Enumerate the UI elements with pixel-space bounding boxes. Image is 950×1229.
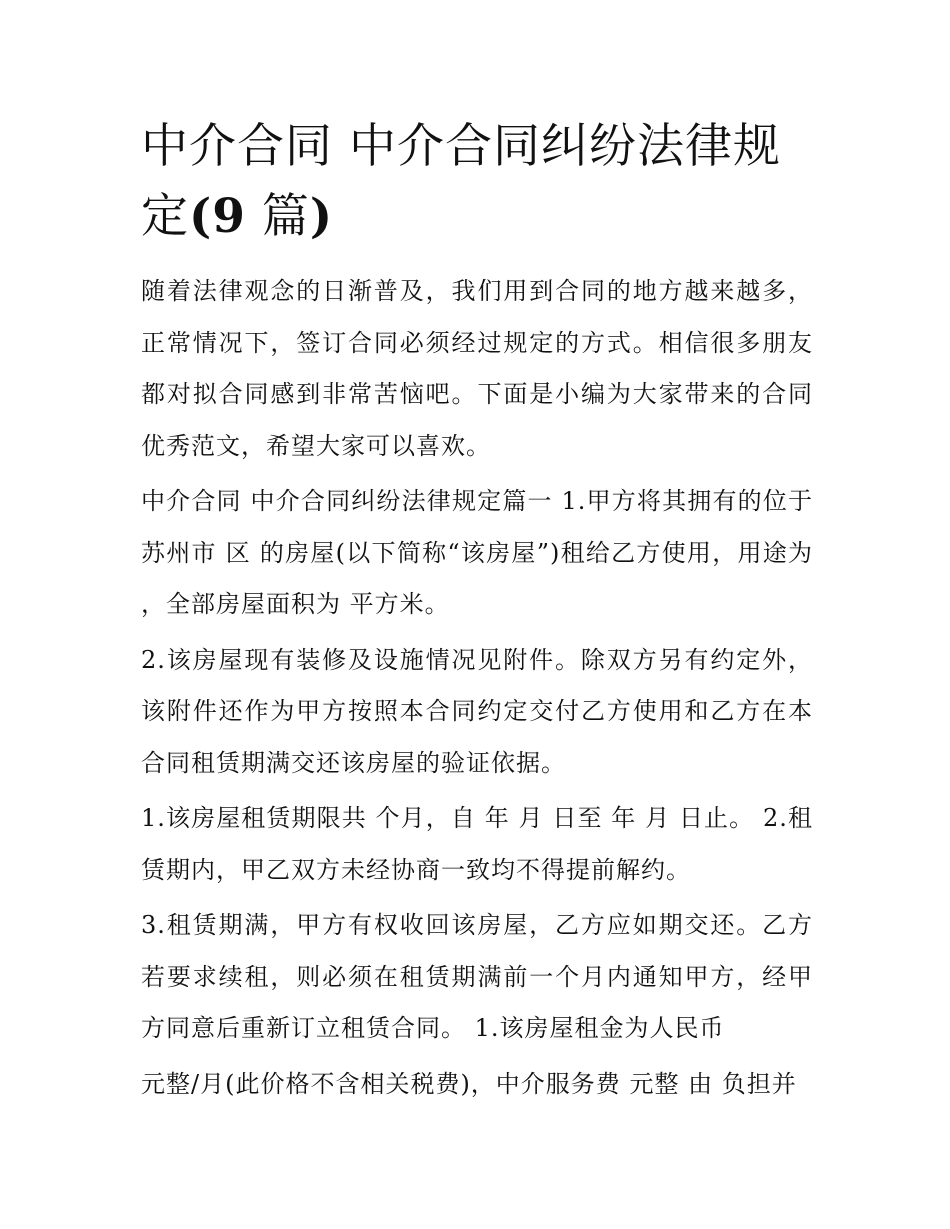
- title-text: 中介合同 中介合同纠纷法律规: [141, 119, 781, 174]
- paragraph-5: 元整/月(此价格不含相关税费)，中介服务费 元整 由 负担并: [141, 1069, 797, 1098]
- paragraph-2: 2.该房屋现有装修及设施情况见附件。除双方另有约定外，该附件还作为甲方按照本合同约定交付乙方使用和乙方在本合同租赁期满交还该房屋的验证依据。: [141, 645, 813, 777]
- title-unit: 篇: [245, 189, 310, 244]
- document-page: [141, 112, 813, 1114]
- paragraph-intro: 随着法律观念的日渐普及，我们用到合同的地方越来越多，正常情况下，签订合同必须经过规定的方式。相信很多朋友都对拟合同感到非常苦恼吧。下面是小编为大家带来的合同优秀范文，希望大家可以喜欢。: [141, 277, 813, 460]
- document-body: [141, 266, 813, 1110]
- paragraph-4: 3.租赁期满，甲方有权收回该房屋，乙方应如期交还。乙方若要求续租，则必须在租赁期满前一个月内通知甲方，经甲方同意后重新订立租赁合同。 1.该房屋租金为人民币: [141, 911, 813, 1042]
- title-close: ): [309, 189, 334, 244]
- paragraph-1: 中介合同 中介合同纠纷法律规定篇一 1.甲方将其拥有的位于苏州市 区 的房屋(以下简称“该房屋”)租给乙方使用，用途为 ，全部房屋面积为 平方米。: [141, 487, 813, 618]
- document-title: [141, 112, 813, 252]
- title-text-cont: 定: [141, 189, 189, 244]
- title-count: (9: [189, 189, 246, 244]
- paragraph-3: 1.该房屋租赁期限共 个月，自 年 月 日至 年 月 日止。 2.租赁期内，甲乙双方未经协商一致均不得提前解约。: [141, 804, 813, 884]
